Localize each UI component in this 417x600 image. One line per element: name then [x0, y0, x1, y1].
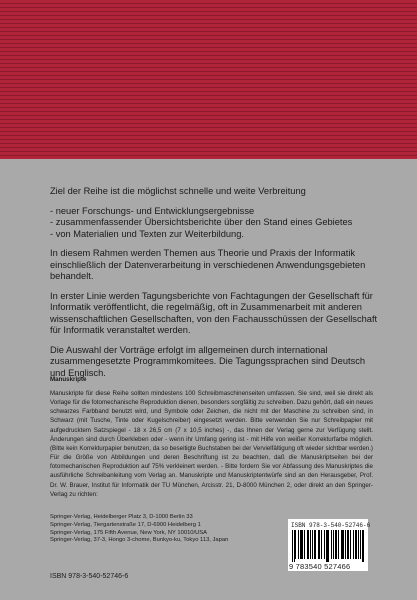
cover-stripe: [0, 119, 417, 120]
barcode-bar: [353, 530, 354, 559]
barcode-bar: [300, 530, 301, 559]
barcode-bar: [326, 530, 327, 562]
barcode-bar: [298, 530, 299, 559]
barcode-bar: [363, 530, 364, 562]
barcode-bar: [347, 530, 348, 559]
barcode-bar: [312, 530, 313, 559]
cover-stripe: [0, 23, 417, 24]
barcode-bar: [294, 530, 295, 562]
cover-stripe: [0, 75, 417, 76]
cover-stripe: [0, 39, 417, 40]
barcode-bar: [333, 530, 334, 559]
barcode-bar: [342, 530, 343, 559]
list-item: - von Materialien und Texten zur Weiterbildung.: [50, 228, 244, 239]
barcode-bar: [341, 530, 342, 559]
publisher-addresses: [50, 514, 300, 545]
cover-stripe: [0, 27, 417, 28]
cover-stripe: [0, 139, 417, 140]
cover-stripe: [0, 83, 417, 84]
intro-text: Ziel der Reihe ist die möglichst schnelle und weite Verbreitung: [50, 186, 306, 196]
barcode-bars: [292, 530, 364, 562]
list-item: - zusammenfassender Übersichtsberichte über den Stand eines Gebietes: [50, 217, 353, 227]
cover-stripe: [0, 59, 417, 60]
cover-stripe: [0, 147, 417, 148]
barcode-bar: [345, 530, 346, 559]
cover-stripe: [0, 31, 417, 32]
manuscripts-text: Manuskripte für diese Reihe sollten mindestens 100 Schreibmaschinenseiten umfassen. Sie sind, weil sie direkt als Vorlage für die fotomechanische Reproduktion dienen, besonders sorgfältig zu schreiben. Dazu gehört, daß ein neues schwarzes Farbband benutzt wird, und Symbole oder Zeichen, die nicht mit der Maschine zu schreiben sind, in Schwarz (mit Tusche, Tinte oder Kugelschreiber) eingesetzt werden. Bitte verwenden Sie nur Schreibpapier mit aufgedrucktem Satzspiegel - 18 x 26,5 cm (7 x 10,5 inches) -, das Ihnen der Verlag gerne zur Verfügung stellt. Änderungen sind durch Überkleben oder - wenn ihr Umfang gering ist - mit Hilfe von weißer Korrekturfarbe möglich. (Bitte kein Korrekturpapier benutzen, da so beseitigte Buchstaben bei der Vervielfältigung oft wieder sichtbar werden.) Für die Größe von Abbildungen und deren Beschriftung ist zu beachten, daß die Manuskriptseiten bei der fotomechanischen Reproduktion auf 75% verkleinert werden. - Bitte fordern Sie vor Abfassung des Manuskriptes die ausführliche Schreibanleitung vom Verlag an. Manuskripte und Manuskriptentwürfe sind an den Herausgeber, Prof. Dr. W. Brauer, Institut für Informatik der TU München, Arcisstr. 21, D-8000 München 2, oder direkt an den Springer-Verlag zu richten:: [50, 390, 373, 498]
barcode-bar: [295, 530, 296, 559]
barcode-bar: [336, 530, 337, 559]
cover-stripe: [0, 135, 417, 136]
address-line: Springer-Verlag, 175 Fifth Avenue, New York, NY 10010/USA: [50, 529, 208, 536]
cover-stripe: [0, 115, 417, 116]
barcode-bar: [324, 530, 325, 559]
paragraph-topics: In diesem Rahmen werden Themen aus Theorie und Praxis der Informatik einschließlich der Datenverarbeitung in verschiedenen Anwendungsgebieten behandelt.: [50, 248, 366, 281]
barcode-bar: [360, 530, 361, 559]
cover-stripe: [0, 95, 417, 96]
cover-stripe: [0, 107, 417, 108]
barcode-bar: [356, 530, 357, 559]
cover-stripe: [0, 19, 417, 20]
barcode-bar: [350, 530, 351, 559]
barcode-bar: [328, 530, 329, 562]
barcode-bar: [310, 530, 311, 559]
barcode-bar: [302, 530, 303, 559]
isbn-text: ISBN 978-3-540-52746-6: [50, 573, 129, 580]
barcode: [288, 519, 371, 571]
cover-stripe: [0, 55, 417, 56]
address-line: Springer-Verlag, 37-3, Hongo 3-chome, Bunkyo-ku, Tokyo 113, Japan: [50, 537, 229, 544]
barcode-bar: [318, 530, 319, 559]
barcode-bar: [335, 530, 336, 559]
barcode-bar: [301, 530, 302, 559]
barcode-bar: [327, 530, 328, 562]
cover-stripe: [0, 131, 417, 132]
address-line: Springer-Verlag, Tiergartenstraße 17, D-6900 Heidelberg 1: [50, 521, 201, 528]
cover-stripe: [0, 155, 417, 156]
barcode-bar: [319, 530, 320, 559]
cover-stripe: [0, 47, 417, 48]
barcode-bar: [338, 530, 339, 559]
cover-stripe: [0, 43, 417, 44]
list-item: - neuer Forschungs- und Entwicklungsergebnisse: [50, 205, 255, 216]
cover-stripe: [0, 71, 417, 72]
barcode-bar: [321, 530, 322, 559]
address-line: Springer-Verlag, Heidelberger Platz 3, D-1000 Berlin 33: [50, 514, 193, 520]
cover-stripe: [0, 151, 417, 152]
cover-stripe: [0, 91, 417, 92]
barcode-bar: [292, 530, 293, 562]
cover-stripe: [0, 15, 417, 16]
barcode-isbn-label: ISBN 978-3-540-52746-6: [291, 522, 371, 529]
cover-stripe: [0, 79, 417, 80]
cover-stripe: [0, 51, 417, 52]
cover-stripe: [0, 67, 417, 68]
barcode-bar: [355, 530, 356, 559]
manuscripts-heading: Manuskripte: [50, 376, 87, 383]
cover-stripe: [0, 87, 417, 88]
cover-stripe: [0, 111, 417, 112]
cover-stripe: [0, 99, 417, 100]
barcode-digits: 9 783540 527466: [289, 562, 351, 571]
cover-stripe: [0, 127, 417, 128]
barcode-bar: [358, 530, 359, 559]
barcode-bar: [348, 530, 349, 559]
barcode-bar: [314, 530, 315, 559]
cover-stripe: [0, 63, 417, 64]
barcode-bar: [362, 530, 363, 562]
cover-stripe: [0, 3, 417, 4]
barcode-bar: [307, 530, 308, 559]
barcode-bar: [343, 530, 344, 559]
cover-red-band: [0, 0, 417, 159]
barcode-bar: [315, 530, 316, 559]
cover-stripe: [0, 103, 417, 104]
cover-stripe: [0, 35, 417, 36]
barcode-bar: [308, 530, 309, 559]
barcode-bar: [331, 530, 332, 559]
cover-stripe: [0, 11, 417, 12]
barcode-bar: [304, 530, 305, 559]
cover-stripe: [0, 143, 417, 144]
goal-list: [50, 206, 380, 241]
cover-stripe: [0, 7, 417, 8]
cover-stripe: [0, 123, 417, 124]
paragraph-proceedings: In erster Linie werden Tagungsberichte von Fachtagungen der Gesellschaft für Informatik veröffentlicht, die regelmäßig, oft in Zusammenarbeit mit anderen wissenschaftlichen Gesellschaften, von den Fachausschüssen der Gesellschaft für Informatik veranstaltet werden.: [50, 290, 378, 335]
paragraph-languages: Die Auswahl der Vorträge erfolgt im allgemeinen durch international zusammengesetzte Programmkomitees. Die Tagungssprachen sind Deutsch und Englisch.: [50, 344, 366, 378]
series-description: [50, 186, 380, 387]
